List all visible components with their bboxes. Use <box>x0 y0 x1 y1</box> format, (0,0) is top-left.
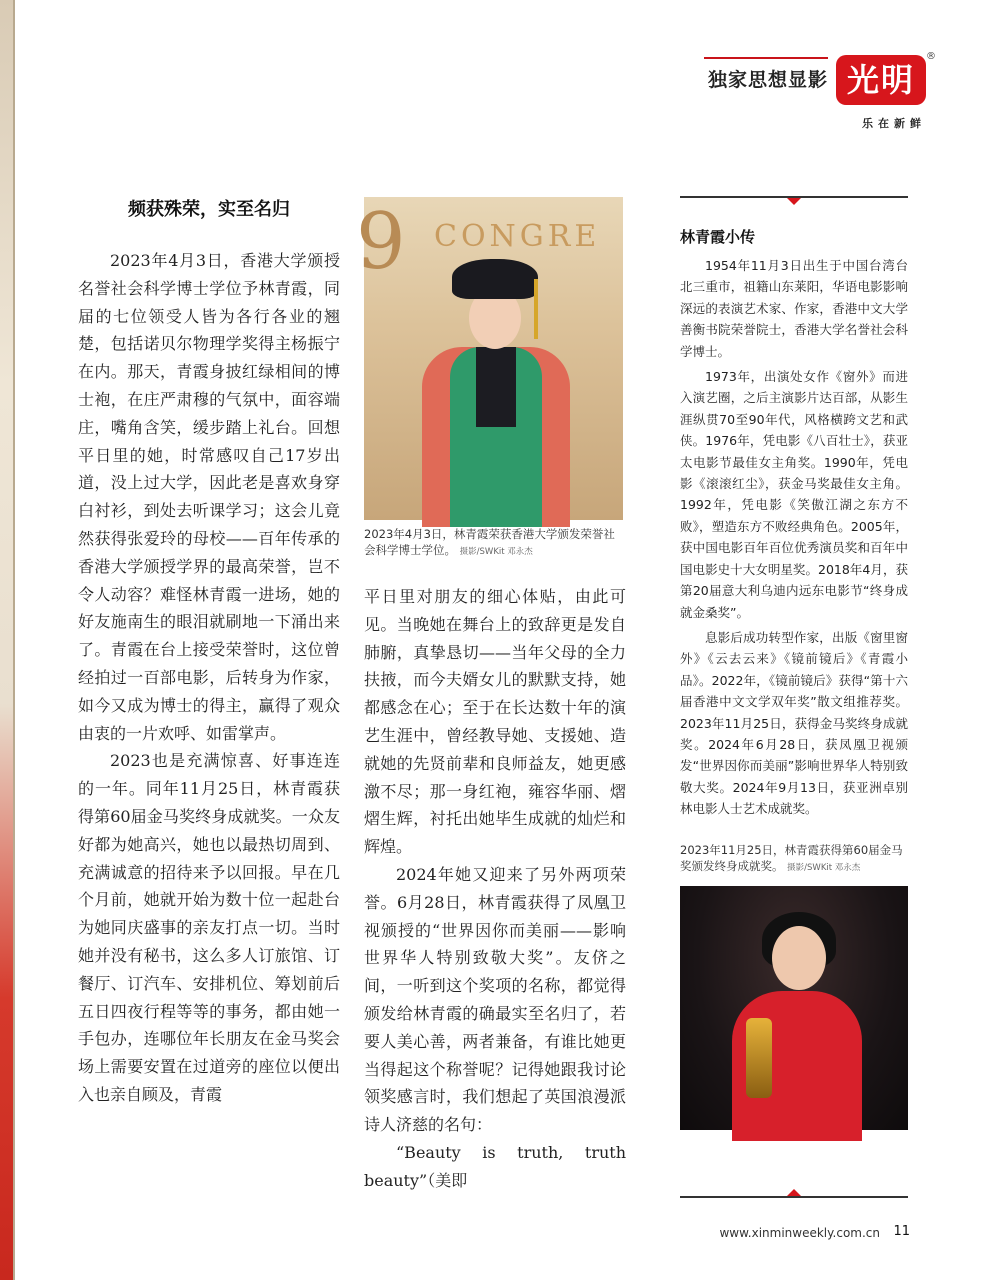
article-body-1 <box>78 247 340 1109</box>
brand-header <box>700 51 936 135</box>
sidebar-bottom-rule <box>680 1196 908 1198</box>
photo-caption <box>680 842 908 876</box>
red-triangle-marker <box>787 1189 801 1196</box>
caption-text: 2023年11月25日，林青霞获得第60届金马奖颁发终身成就奖。 <box>680 842 903 873</box>
trophy <box>746 1018 772 1098</box>
bio-paragraph: 1954年11月3日出生于中国台湾台北三重市，祖籍山东莱阳，华语电影影响深远的表演艺术家、作家，香港中文大学善衡书院荣誉院士，香港大学名誉社会科学博士。 <box>680 258 908 359</box>
caption-text: 2023年4月3日，林青霞荣获香港大学颁发荣誉社会科学博士学位。 <box>364 527 615 557</box>
url-text: www.xinminweekly.com.cn <box>719 1226 880 1240</box>
paragraph: 平日里对朋友的细心体贴，由此可见。当晚她在舞台上的致辞更是发自肺腑，真挚恳切——当年父母的全力扶掖，而今夫婿女儿的默默支持，她都感念在心；至于在长达数十年的演艺生涯中，曾经教导她、支援她、造就她的先贤前辈和良师益友，她更感激不尽；那一身红袍，雍容华丽、熠熠生辉，衬托出她毕生成就的灿烂和辉煌。 <box>364 587 626 857</box>
guangming-logo: 光明 <box>836 55 926 105</box>
golden-horse-photo <box>680 886 908 1130</box>
article-body-2 <box>364 583 626 1195</box>
article-column-2 <box>356 197 626 1195</box>
bio-sidebar <box>680 196 908 1130</box>
slogan-rule <box>704 57 828 59</box>
photo-caption <box>364 526 626 560</box>
paragraph: 2024年她又迎来了另外两项荣誉。6月28日，林青霞获得了凤凰卫视颁授的“世界因你而美丽——影响世界华人特别致敬大奖”。友侪之间，一听到这个奖项的名称，都觉得颁发给林青霞的确最实至名归了，若要人美心善，两者兼备，有谁比她更当得起这个称誉呢？记得她跟我讨论领奖感言时，我们想起了英国浪漫派诗人济慈的名句： <box>364 864 626 1135</box>
paragraph: 2023年4月3日，香港大学颁授名誉社会科学博士学位予林青霞，同届的七位领受人皆为各行各业的翘楚，包括诺贝尔物理学奖得主杨振宁在内。那天，青霞身披红绿相间的博士袍，在庄严肃穆的气氛中，面容端庄，嘴角含笑，缓步踏上礼台。回想平日里的她，时常感叹自己17岁出道，没上过大学，因此老是喜欢身穿白衬衫，到处去听课学习；这会儿竟然获得张爱玲的母校——百年传承的香港大学颁授学界的最高荣誉，岂不令人动容？难怪林青霞一进场，她的好友施南生的眼泪就刷地一下涌出来了。青霞在台上接受荣誉时，这位曾经拍过一百部电影，后转身为作家，如今又成为博士的得主，赢得了观众由衷的一片欢呼、如雷掌声。 <box>78 251 340 743</box>
congress-banner: CONGRE <box>434 219 601 254</box>
photo-credit: 摄影/SWKit 邓永杰 <box>459 547 533 557</box>
bio-text <box>680 255 908 820</box>
banner-number: 9 <box>356 197 406 287</box>
page-number: 11 <box>893 1224 910 1239</box>
brand-slogan: 独家思想显影 <box>708 69 829 91</box>
brand-tagline: 乐在新鲜 <box>862 117 926 130</box>
sidebar-top-rule <box>680 196 908 198</box>
left-page-edge <box>0 0 15 1280</box>
bio-paragraph: 息影后成功转型作家，出版《窗里窗外》《云去云来》《镜前镜后》《青霞小品》。2022年，《镜前镜后》获得“第十六届香港中文文学双年奖”散文组推荐奖。2023年11月25日，获得金马奖终身成就奖。2024年6月28日，获凤凰卫视颁发“世界因你而美丽”影响世界华人特别致敬大奖。2024年9月13日，获亚洲卓别林电影人士艺术成就奖。 <box>680 629 908 817</box>
paragraph: 2023也是充满惊喜、好事连连的一年。同年11月25日，林青霞获得第60届金马奖终身成就奖。一众友好都为她高兴，她也以最热切周到、充满诚意的招待来予以回报。早在几个月前，她就开始为数十位一起赴台为她同庆盛事的亲友打点一切。当时她并没有秘书，这么多人订旅馆、订餐厅、订汽车、安排机位、筹划前后五日四夜行程等等的事务，都由她一手包办，连哪位年长朋友在金马奖会场上需要安置在过道旁的座位以便出入也亲自顾及，青霞 <box>78 751 340 1104</box>
paragraph: “Beauty is truth, truth beauty”（美即 <box>364 1142 626 1190</box>
sidebar-title: 林青霞小传 <box>680 228 756 246</box>
graduation-photo <box>356 197 623 520</box>
red-triangle-marker <box>787 198 801 205</box>
section-heading: 频获殊荣，实至名归 <box>128 199 290 220</box>
photo-credit: 摄影/SWKit 邓永杰 <box>787 862 861 873</box>
bio-paragraph: 1973年，出演处女作《窗外》而进入演艺圈，之后主演影片达百部，从影生涯纵贯70至90年代，风格横跨文艺和武侠。1976年，凭电影《八百壮士》，获亚太电影节最佳女主角奖。1990年，凭电影《滚滚红尘》，获金马奖最佳女主角。1992年，凭电影《笑傲江湖之东方不败》，塑造东方不败经典角色。2005年，获中国电影百年百位优秀演员奖和百年中国电影史十大女明星奖。2018年4月，获第20届意大利乌迪内远东电影节“终身成就金桑奖”。 <box>680 369 908 620</box>
article-column-1 <box>78 195 340 1109</box>
footer-url <box>719 1226 880 1240</box>
registered-mark: ® <box>926 51 936 62</box>
